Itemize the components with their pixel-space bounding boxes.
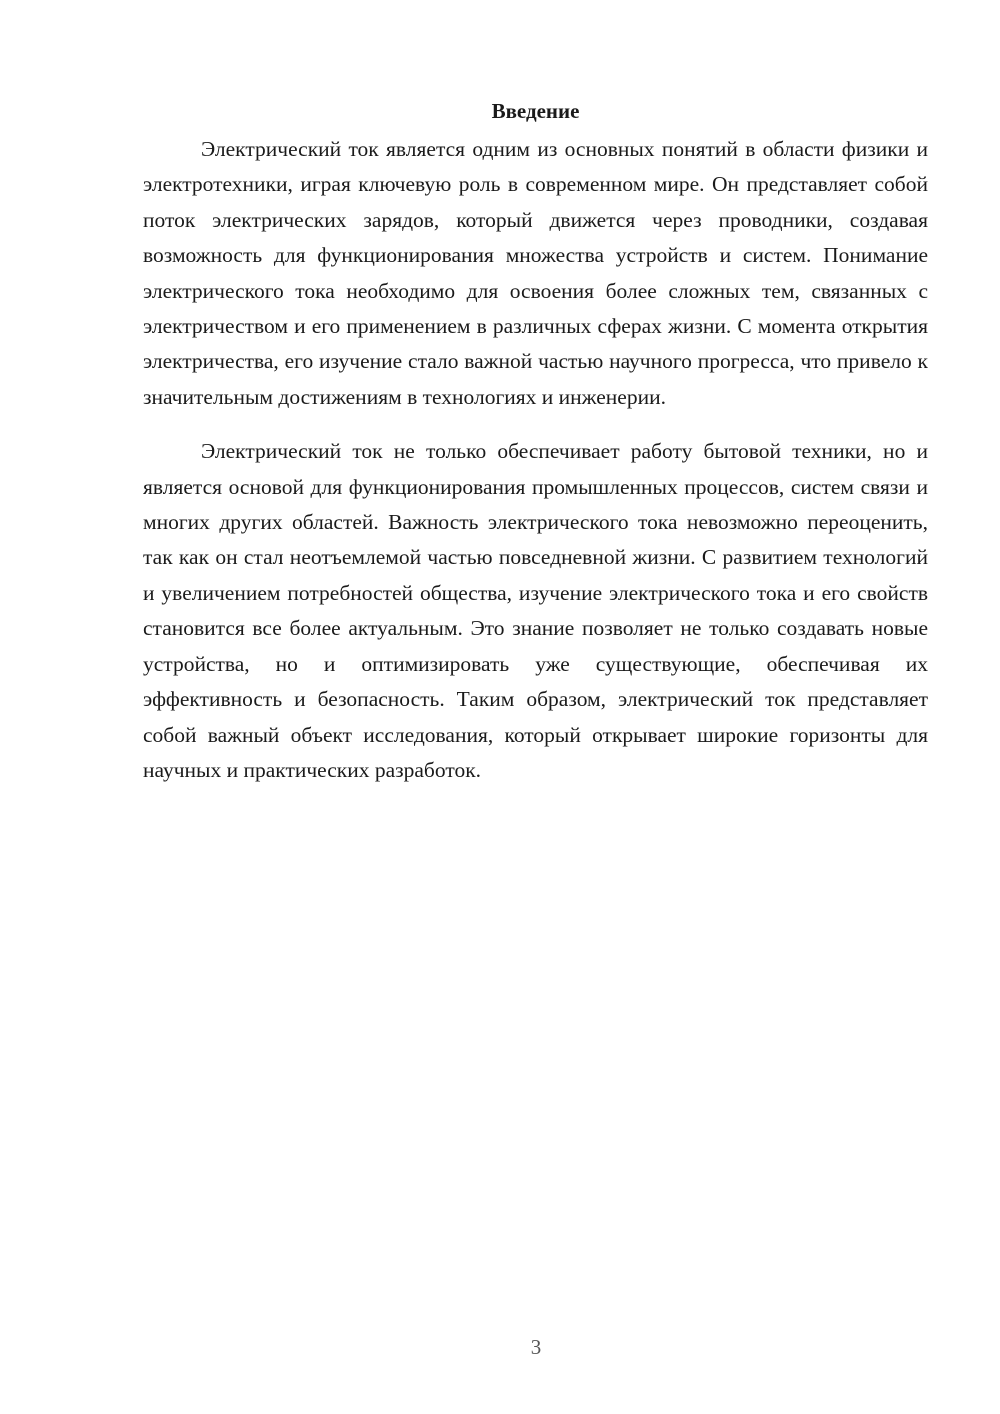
page-number: 3: [530, 1335, 542, 1359]
paragraph-1: Электрический ток является одним из основных понятий в области физики и электротехники, играя ключевую роль в современном мире. Он представляет собой поток электрических зарядов, который движется через проводники, создавая возможность для функционирования множества устройств и систем. Понимание электрического тока необходимо для освоения более сложных тем, связанных с электричеством и его применением в различных сферах жизни. С момента открытия электричества, его изучение стало важной частью научного прогресса, что привело к значительным достижениям в технологиях и инженерии.: [143, 137, 928, 409]
paragraph-2: Электрический ток не только обеспечивает работу бытовой техники, но и является основой для функционирования промышленных процессов, систем связи и многих других областей. Важность электрического тока невозможно переоценить, так как он стал неотъемлемой частью повседневной жизни. С развитием технологий и увеличением потребностей общества, изучение электрического тока и его свойств становится все более актуальным. Это знание позволяет не только создавать новые устройства, но и оптимизировать уже существующие, обеспечивая их эффективность и безопасность. Таким образом, электрический ток представляет собой важный объект исследования, который открывает широкие горизонты для научных и практических разработок.: [143, 439, 928, 782]
section-title: Введение: [491, 99, 580, 123]
page-content: [143, 96, 928, 788]
